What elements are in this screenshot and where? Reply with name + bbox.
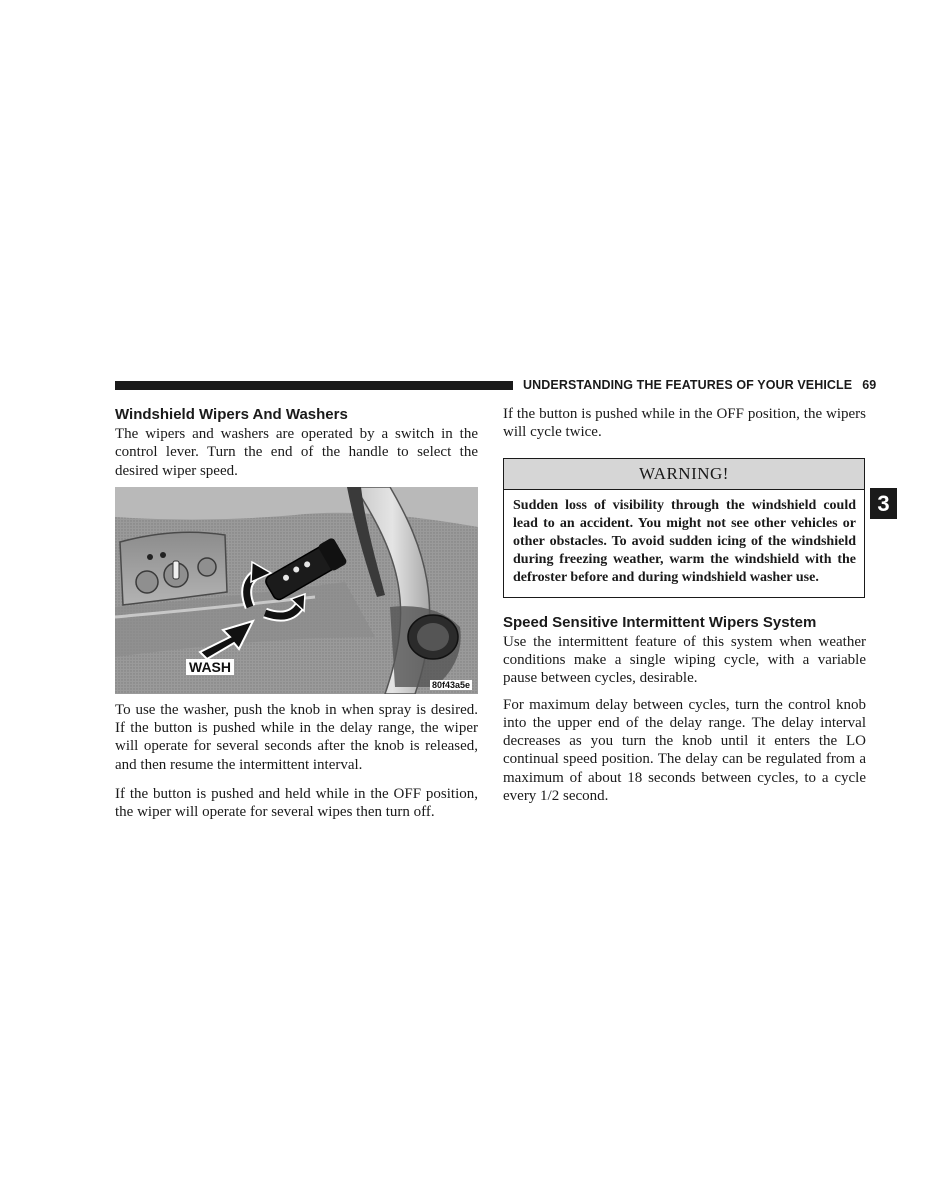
- delay-paragraph: For maximum delay between cycles, turn the control knob into the upper end of the delay range. The delay interval decreases as you turn the knob until it enters the LO continual speed position. The delay can be regulated from a maximum of about 18 seconds between cycles, to a cycle every 1/2 second.: [503, 696, 866, 804]
- warning-box: [503, 458, 865, 598]
- wash-callout-label: WASH: [186, 659, 234, 675]
- wiper-control-illustration: [115, 487, 478, 694]
- cycle-twice-paragraph: If the button is pushed while in the OFF position, the wipers will cycle twice.: [503, 406, 866, 441]
- header-title: UNDERSTANDING THE FEATURES OF YOUR VEHICLE: [523, 378, 853, 392]
- section-heading-intermittent-wipers: Speed Sensitive Intermittent Wipers System: [503, 613, 817, 631]
- wiper-lever-drawing: [115, 487, 478, 694]
- figure-code: 80f43a5e: [431, 679, 470, 690]
- running-header: [523, 378, 877, 392]
- section-heading-wipers-washers: Windshield Wipers And Washers: [115, 406, 348, 423]
- header-rule: [115, 381, 513, 390]
- off-position-paragraph: If the button is pushed and held while in the OFF position, the wiper will operate for several wipes then turn off.: [115, 786, 478, 821]
- intro-paragraph: The wipers and washers are operated by a switch in the control lever. Turn the end of the handle to select the desired wiper speed.: [115, 426, 478, 479]
- warning-text: Sudden loss of visibility through the windshield could lead to an accident. You might not see other vehicles or other obstacles. To avoid sudden icing of the windshield during freezing weather, warm the windshield with the defroster before and during windshield washer use.: [513, 497, 856, 586]
- washer-paragraph: To use the washer, push the knob in when spray is desired. If the button is pushed while in the delay range, the wiper will operate for several seconds after the knob is released, and then resume the intermittent interval.: [115, 701, 478, 773]
- warning-title: WARNING!: [504, 459, 864, 490]
- right-column: [503, 405, 866, 805]
- page-number: 69: [862, 378, 877, 392]
- left-column: [115, 405, 478, 822]
- intermittent-paragraph: Use the intermittent feature of this system when weather conditions make a single wiping cycle, with a variable pause between cycles, desirable.: [503, 633, 866, 687]
- chapter-tab: 3: [870, 488, 897, 519]
